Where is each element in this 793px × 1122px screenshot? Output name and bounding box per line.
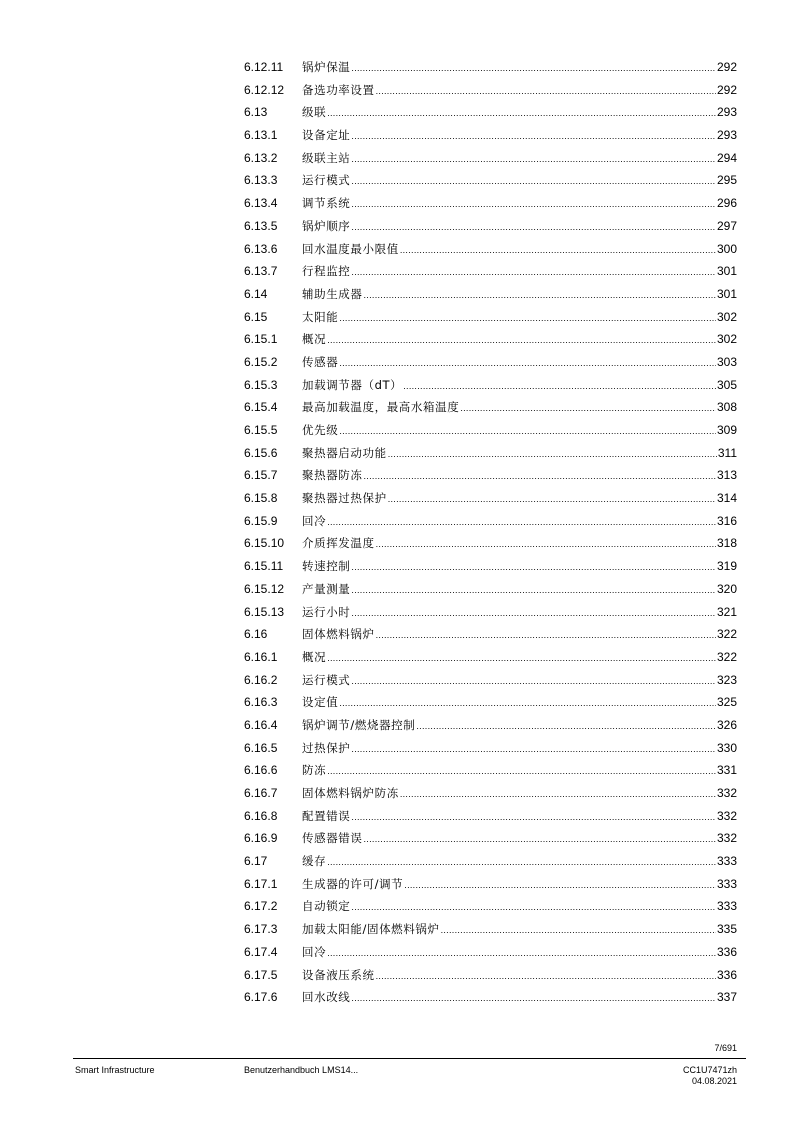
- toc-entry-number: 6.15.7: [244, 468, 278, 483]
- toc-dot-leader: [351, 806, 716, 829]
- toc-entry-page: 302: [716, 309, 737, 324]
- toc-dot-leader: [351, 896, 716, 919]
- toc-entry-page: 337: [716, 990, 737, 1005]
- toc-entry-title: 回水改线: [302, 990, 351, 1005]
- toc-entry-page: 336: [716, 967, 737, 982]
- toc-entry[interactable]: [244, 56, 737, 79]
- toc-entry-number: 6.15.1: [244, 332, 278, 347]
- toc-entry-number: 6.17.1: [244, 876, 278, 891]
- toc-entry[interactable]: [244, 419, 737, 442]
- toc-entry-number: 6.15.8: [244, 491, 278, 506]
- toc-entry-number: 6.15.13: [244, 604, 285, 619]
- toc-entry-page: 303: [716, 354, 737, 369]
- toc-entry[interactable]: [244, 192, 737, 215]
- toc-entry[interactable]: [244, 782, 737, 805]
- toc-entry-page: 336: [716, 944, 737, 959]
- toc-entry-title: 概况: [302, 649, 327, 664]
- toc-entry-title: 锅炉顺序: [302, 218, 351, 233]
- toc-dot-leader: [351, 170, 716, 193]
- toc-entry[interactable]: [244, 578, 737, 601]
- toc-entry-title: 备选功率设置: [302, 82, 375, 97]
- toc-entry[interactable]: [244, 759, 737, 782]
- toc-dot-leader: [327, 511, 716, 534]
- toc-dot-leader: [327, 102, 716, 125]
- toc-entry[interactable]: [244, 918, 737, 941]
- toc-entry[interactable]: [244, 442, 737, 465]
- toc-entry-number: 6.16.8: [244, 808, 278, 823]
- toc-entry-page: 322: [716, 649, 737, 664]
- toc-entry-title: 固体燃料锅炉: [302, 627, 375, 642]
- toc-entry[interactable]: [244, 487, 737, 510]
- toc-entry-page: 330: [716, 740, 737, 755]
- toc-entry[interactable]: [244, 714, 737, 737]
- toc-entry[interactable]: [244, 328, 737, 351]
- toc-entry[interactable]: [244, 873, 737, 896]
- toc-entry-number: 6.17.3: [244, 922, 278, 937]
- toc-entry-number: 6.15.3: [244, 377, 278, 392]
- toc-dot-leader: [400, 783, 716, 806]
- toc-entry-page: 333: [716, 854, 737, 869]
- toc-entry-page: 333: [716, 876, 737, 891]
- toc-entry[interactable]: [244, 964, 737, 987]
- toc-dot-leader: [460, 397, 716, 420]
- toc-entry-title: 自动锁定: [302, 899, 351, 914]
- toc-entry-title: 聚热器启动功能: [302, 445, 387, 460]
- toc-entry-page: 332: [716, 808, 737, 823]
- toc-entry-page: 318: [716, 536, 737, 551]
- toc-entry-number: 6.16.1: [244, 649, 278, 664]
- toc-entry-number: 6.17.5: [244, 967, 278, 982]
- toc-entry-number: 6.12.11: [244, 60, 284, 74]
- toc-dot-leader: [351, 556, 716, 579]
- toc-entry-title: 优先级: [302, 423, 339, 437]
- toc-entry-number: 6.15.11: [244, 559, 284, 574]
- toc-entry-title: 行程监控: [302, 264, 351, 279]
- toc-entry-number: 6.15.4: [244, 400, 278, 415]
- toc-entry-number: 6.17: [244, 854, 268, 869]
- toc-entry-title: 运行模式: [302, 173, 351, 188]
- toc-entry-title: 过热保护: [302, 740, 351, 755]
- toc-dot-leader: [339, 307, 716, 330]
- toc-dot-leader: [339, 420, 716, 443]
- toc-dot-leader: [351, 602, 716, 625]
- toc-entry-title: 转速控制: [302, 559, 351, 574]
- toc-entry-number: 6.15.2: [244, 354, 278, 369]
- toc-entry-page: 296: [716, 196, 737, 211]
- toc-entry-number: 6.17.2: [244, 899, 278, 914]
- toc-dot-leader: [416, 715, 716, 738]
- toc-dot-leader: [327, 851, 716, 874]
- toc-dot-leader: [351, 148, 716, 171]
- toc-entry-title: 级联: [302, 105, 327, 120]
- toc-dot-leader: [376, 533, 716, 556]
- toc-entry[interactable]: [244, 396, 737, 419]
- toc-entry-title: 回冷: [302, 944, 327, 959]
- toc-entry-number: 6.15.12: [244, 581, 285, 596]
- toc-entry-title: 传感器: [302, 354, 339, 369]
- toc-entry-number: 6.13.7: [244, 264, 278, 279]
- page-counter: 7/691: [714, 1043, 737, 1053]
- toc-entry[interactable]: [244, 79, 737, 102]
- toc-entry[interactable]: [244, 737, 737, 760]
- footer-doc-id: CC1U7471zh: [682, 1065, 737, 1075]
- toc-entry-page: 313: [716, 468, 737, 483]
- toc-entry-title: 辅助生成器: [302, 286, 363, 301]
- toc-entry-title: 最高加载温度，最高水箱温度: [302, 400, 460, 415]
- toc-entry[interactable]: [244, 374, 737, 397]
- toc-entry-page: 302: [716, 332, 737, 347]
- toc-dot-leader: [388, 443, 717, 466]
- toc-entry[interactable]: [244, 147, 737, 170]
- toc-entry-number: 6.16.4: [244, 717, 278, 732]
- toc-dot-leader: [376, 965, 716, 988]
- footer-company: Smart Infrastructure: [75, 1065, 155, 1075]
- toc-entry-page: 292: [716, 60, 737, 74]
- toc-entry-number: 6.13: [244, 105, 268, 120]
- toc-dot-leader: [327, 942, 716, 965]
- toc-dot-leader: [351, 987, 716, 1010]
- toc-entry[interactable]: [244, 215, 737, 238]
- toc-entry[interactable]: [244, 986, 737, 1009]
- toc-entry-page: 301: [716, 264, 737, 279]
- toc-entry-page: 333: [716, 899, 737, 914]
- toc-entry-title: 聚热器过热保护: [302, 491, 387, 506]
- toc-entry-title: 生成器的许可/调节: [302, 876, 404, 891]
- toc-entry-title: 太阳能: [302, 309, 339, 324]
- toc-entry-title: 设定值: [302, 695, 339, 710]
- toc-dot-leader: [339, 352, 716, 375]
- toc-entry-page: 300: [716, 241, 737, 256]
- toc-entry-title: 固体燃料锅炉防冻: [302, 786, 399, 800]
- toc-entry[interactable]: [244, 532, 737, 555]
- toc-entry[interactable]: [244, 646, 737, 669]
- toc-entry-title: 级联主站: [302, 150, 351, 165]
- toc-entry-page: 292: [716, 82, 737, 97]
- toc-entry-title: 加载太阳能/固体燃料锅炉: [302, 922, 440, 937]
- toc-entry-page: 311: [717, 445, 737, 460]
- toc-entry-title: 调节系统: [302, 196, 351, 211]
- toc-entry-number: 6.13.6: [244, 241, 278, 256]
- toc-entry-title: 产量测量: [302, 581, 351, 596]
- toc-entry-title: 传感器错误: [302, 831, 363, 846]
- toc-entry-title: 回水温度最小限值: [302, 241, 399, 256]
- toc-entry-page: 301: [716, 286, 737, 301]
- toc-entry-page: 295: [716, 173, 737, 188]
- toc-entry-number: 6.15: [244, 309, 268, 324]
- toc-entry[interactable]: [244, 510, 737, 533]
- footer-doc-info: [683, 1065, 737, 1087]
- footer-document-title: Benutzerhandbuch LMS14...: [244, 1065, 359, 1075]
- toc-entry-number: 6.13.2: [244, 150, 278, 165]
- toc-entry-title: 设备定址: [302, 128, 351, 143]
- toc-entry-page: 323: [716, 672, 737, 687]
- toc-entry-number: 6.17.4: [244, 944, 278, 959]
- toc-entry-page: 314: [716, 491, 737, 506]
- toc-dot-leader: [351, 738, 716, 761]
- toc-entry-number: 6.13.5: [244, 218, 278, 233]
- toc-entry[interactable]: [244, 895, 737, 918]
- toc-entry-number: 6.16: [244, 627, 268, 642]
- toc-entry-page: 335: [716, 922, 737, 937]
- toc-dot-leader: [441, 919, 716, 942]
- toc-entry-page: 293: [716, 128, 737, 143]
- toc-entry[interactable]: [244, 601, 737, 624]
- toc-dot-leader: [403, 375, 716, 398]
- toc-dot-leader: [388, 488, 716, 511]
- toc-dot-leader: [351, 216, 716, 239]
- footer-date: 04.08.2021: [691, 1076, 737, 1086]
- toc-dot-leader: [351, 125, 716, 148]
- toc-entry-page: 305: [716, 377, 737, 392]
- footer-divider: [73, 1058, 746, 1059]
- toc-entry-number: 6.16.6: [244, 763, 278, 778]
- toc-entry[interactable]: [244, 623, 737, 646]
- toc-entry[interactable]: [244, 691, 737, 714]
- toc-entry-number: 6.16.3: [244, 695, 278, 710]
- toc-dot-leader: [351, 261, 716, 284]
- toc-entry-number: 6.15.5: [244, 423, 278, 437]
- toc-entry-title: 缓存: [302, 854, 327, 869]
- toc-entry[interactable]: [244, 827, 737, 850]
- toc-entry-title: 概况: [302, 332, 327, 347]
- toc-entry-title: 锅炉保温: [302, 60, 351, 74]
- toc-entry-title: 配置错误: [302, 808, 351, 823]
- toc-dot-leader: [327, 647, 716, 670]
- toc-entry-title: 回冷: [302, 513, 327, 528]
- toc-entry-title: 聚热器防冻: [302, 468, 363, 483]
- toc-dot-leader: [351, 670, 716, 693]
- toc-dot-leader: [327, 329, 716, 352]
- toc-entry[interactable]: [244, 351, 737, 374]
- toc-entry[interactable]: [244, 464, 737, 487]
- toc-entry[interactable]: [244, 850, 737, 873]
- toc-entry-number: 6.15.9: [244, 513, 278, 528]
- toc-entry-page: 326: [716, 717, 737, 732]
- toc-entry-number: 6.17.6: [244, 990, 278, 1005]
- toc-dot-leader: [351, 193, 716, 216]
- toc-entry-number: 6.15.10: [244, 536, 285, 551]
- toc-entry-number: 6.13.4: [244, 196, 278, 211]
- toc-entry-number: 6.14: [244, 286, 268, 301]
- toc-entry-number: 6.16.5: [244, 740, 278, 755]
- toc-entry-page: 316: [716, 513, 737, 528]
- toc-entry-page: 332: [716, 831, 737, 846]
- toc-dot-leader: [327, 760, 716, 783]
- toc-dot-leader: [364, 465, 716, 488]
- toc-entry-title: 运行模式: [302, 672, 351, 687]
- toc-entry-title: 加载调节器（dT）: [302, 377, 403, 392]
- toc-entry[interactable]: [244, 941, 737, 964]
- toc-entry[interactable]: [244, 260, 737, 283]
- toc-dot-leader: [351, 57, 716, 80]
- toc-entry-number: 6.16.7: [244, 786, 278, 800]
- toc-entry[interactable]: [244, 169, 737, 192]
- toc-entry-title: 运行小时: [302, 604, 351, 619]
- toc-entry-page: 322: [716, 627, 737, 642]
- toc-entry-page: 309: [716, 423, 737, 437]
- toc-entry-page: 294: [716, 150, 737, 165]
- toc-entry-title: 锅炉调节/燃烧器控制: [302, 717, 416, 732]
- toc-entry-page: 331: [716, 763, 737, 778]
- toc-entry[interactable]: [244, 306, 737, 329]
- toc-dot-leader: [404, 874, 716, 897]
- toc-entry[interactable]: [244, 805, 737, 828]
- toc-entry-page: 320: [716, 581, 737, 596]
- toc-entry[interactable]: [244, 101, 737, 124]
- toc-entry-page: 319: [716, 559, 737, 574]
- toc-entry-number: 6.16.9: [244, 831, 278, 846]
- toc-entry[interactable]: [244, 669, 737, 692]
- table-of-contents: [244, 56, 737, 1009]
- toc-entry[interactable]: [244, 238, 737, 261]
- toc-entry-page: 321: [716, 604, 737, 619]
- toc-entry-page: 308: [716, 400, 737, 415]
- toc-entry-page: 325: [716, 695, 737, 710]
- toc-entry[interactable]: [244, 283, 737, 306]
- toc-entry-number: 6.12.12: [244, 82, 285, 97]
- toc-entry-number: 6.15.6: [244, 445, 278, 460]
- toc-entry-number: 6.16.2: [244, 672, 278, 687]
- toc-entry[interactable]: [244, 555, 737, 578]
- toc-entry-number: 6.13.3: [244, 173, 278, 188]
- toc-entry-title: 设备液压系统: [302, 967, 375, 982]
- toc-entry-page: 293: [716, 105, 737, 120]
- toc-dot-leader: [351, 579, 716, 602]
- toc-dot-leader: [364, 828, 716, 851]
- toc-entry-title: 防冻: [302, 763, 327, 778]
- toc-entry-page: 332: [716, 786, 737, 800]
- toc-dot-leader: [339, 692, 716, 715]
- toc-dot-leader: [376, 624, 716, 647]
- toc-entry-number: 6.13.1: [244, 128, 278, 143]
- toc-entry-title: 介质挥发温度: [302, 536, 375, 551]
- toc-dot-leader: [400, 239, 716, 262]
- toc-entry-page: 297: [716, 218, 737, 233]
- toc-entry[interactable]: [244, 124, 737, 147]
- toc-dot-leader: [364, 284, 716, 307]
- toc-dot-leader: [376, 80, 716, 103]
